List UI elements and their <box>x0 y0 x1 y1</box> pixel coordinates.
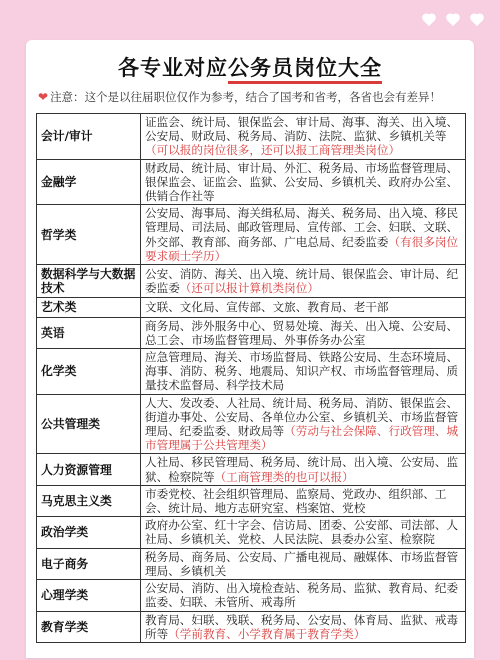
job-list-cell <box>141 611 466 642</box>
major-category: 英语 <box>37 317 141 348</box>
major-category: 电子商务 <box>37 548 141 579</box>
major-category: 会计/审计 <box>37 114 141 160</box>
job-remark: （工商管理类的也可以报） <box>214 469 354 484</box>
decorative-hearts <box>422 14 484 26</box>
major-category: 金融学 <box>37 159 141 205</box>
table-row <box>37 298 466 317</box>
table-row <box>37 159 466 205</box>
job-list: 人大、发改委、人社局、统计局、税务局、消防、银保监会、街道办事处、公安局、各单位办公室、乡镇机关、市场监督管理局、纪委监委、财政局等 <box>145 395 459 439</box>
job-list-cell <box>141 580 466 611</box>
major-category: 化学类 <box>37 349 141 395</box>
note-text: 这个是以往届职位仅作为参考，结合了国考和省考，各省也会有差异！ <box>84 90 442 104</box>
table-row <box>37 517 466 548</box>
job-remark: （还可以报计算机类岗位） <box>179 281 319 296</box>
job-list: 公安、消防、海关、出入境、统计局、银保监会、审计局、纪委监委 <box>145 267 459 296</box>
major-category: 马克思主义类 <box>37 485 141 516</box>
document-card <box>26 40 474 658</box>
job-list-cell <box>141 394 466 454</box>
table-row <box>37 114 466 160</box>
job-remark: （可以报的岗位很多，还可以报工商管理类岗位） <box>145 143 401 158</box>
heart-icon <box>470 14 484 26</box>
major-category: 艺术类 <box>37 298 141 317</box>
page-title <box>26 52 474 82</box>
table-row <box>37 317 466 348</box>
table-row <box>37 349 466 395</box>
major-category: 人力资源管理 <box>37 454 141 485</box>
major-job-table <box>36 113 466 643</box>
table-row <box>37 485 466 516</box>
major-category: 教育学类 <box>37 611 141 642</box>
major-category: 数据科学与大数据技术 <box>37 265 141 298</box>
heart-icon <box>422 14 436 26</box>
table-row <box>37 265 466 298</box>
job-list-cell <box>141 159 466 205</box>
note-label: 注意： <box>50 90 85 104</box>
job-list-cell <box>141 205 466 265</box>
job-list-cell <box>141 454 466 485</box>
job-list-cell <box>141 317 466 348</box>
job-list-cell <box>141 349 466 395</box>
table-row <box>37 454 466 485</box>
job-list: 证监会、统计局、银保监会、审计局、海事、海关、出入境、公安局、财政局、税务局、消防、法院、监狱、乡镇机关等 <box>145 115 459 144</box>
job-list-cell <box>141 485 466 516</box>
job-list-cell <box>141 548 466 579</box>
job-list: 公安局、海事局、海关缉私局、海关、税务局、出入境、移民管理局、司法局、邮政管理局、宣传部、工会、妇联、文联、外交部、教育部、商务部、广电总局、纪委监委 <box>145 206 459 249</box>
job-remark: （有很多岗位要求硕士学历） <box>145 234 459 263</box>
job-list: 税务局、商务局、公安局、广播电视局、融媒体、市场监督管理局、乡镇机关 <box>145 549 459 578</box>
job-list: 文联、文化局、宣传部、文旅、教育局、老干部 <box>145 300 389 315</box>
job-list: 教育局、妇联、残联、税务局、公安局、体育局、监狱、戒毒所等 <box>145 612 459 641</box>
table-row <box>37 611 466 642</box>
table-row <box>37 580 466 611</box>
table-row <box>37 548 466 579</box>
title-highlight: 公务员岗位大全 <box>228 56 382 84</box>
title-prefix: 各专业对应 <box>118 56 228 80</box>
job-list-cell <box>141 517 466 548</box>
job-list-cell <box>141 298 466 317</box>
major-category: 心理学类 <box>37 580 141 611</box>
major-category: 哲学类 <box>37 205 141 265</box>
job-list: 公安局、消防、出入境检查站、税务局、监狱、教育局、纪委监委、妇联、未管所、戒毒所 <box>145 581 459 610</box>
job-list: 财政局、统计局、审计局、外汇、税务局、市场监督管理局、银保监会、证监会、监狱、公安局、乡镇机关、政府办公室、供销合作社等 <box>145 160 459 204</box>
major-category: 公共管理类 <box>37 394 141 454</box>
job-remark: （学前教育、小学教育属于教育学类） <box>168 626 366 641</box>
table-row <box>37 394 466 454</box>
job-list-cell <box>141 114 466 160</box>
job-list: 人社局、移民管理局、税务局、统计局、出入境、公安局、监狱、检察院等 <box>145 455 459 484</box>
table-row <box>37 205 466 265</box>
job-remark: （劳动与社会保障、行政管理、城市管理属于公共管理类） <box>145 424 459 453</box>
job-list: 政府办公室、红十字会、信访局、团委、公安部、司法部、人社局、乡镇机关、党校、人民法院、县委办公室、检察院 <box>145 518 459 547</box>
heart-icon: ❤ <box>38 90 49 104</box>
heart-icon <box>446 14 460 26</box>
major-category: 政治学类 <box>37 517 141 548</box>
job-list: 应急管理局、海关、市场监督局、铁路公安局、生态环境局、海事、消防、税务、地震局、知识产权、市场监督管理局、质量技术监督局、科学技术局 <box>145 350 459 393</box>
job-list-cell <box>141 265 466 298</box>
notice <box>38 90 464 105</box>
job-list: 市委党校、社会组织管理局、监察局、党政办、组织部、工会、统计局、地方志研究室、档案馆、党校 <box>145 486 447 516</box>
job-list: 商务局、涉外服务中心、贸易处境、海关、出入境、公安局、总工会、市场监督管理局、外事侨务办公室 <box>145 318 459 347</box>
